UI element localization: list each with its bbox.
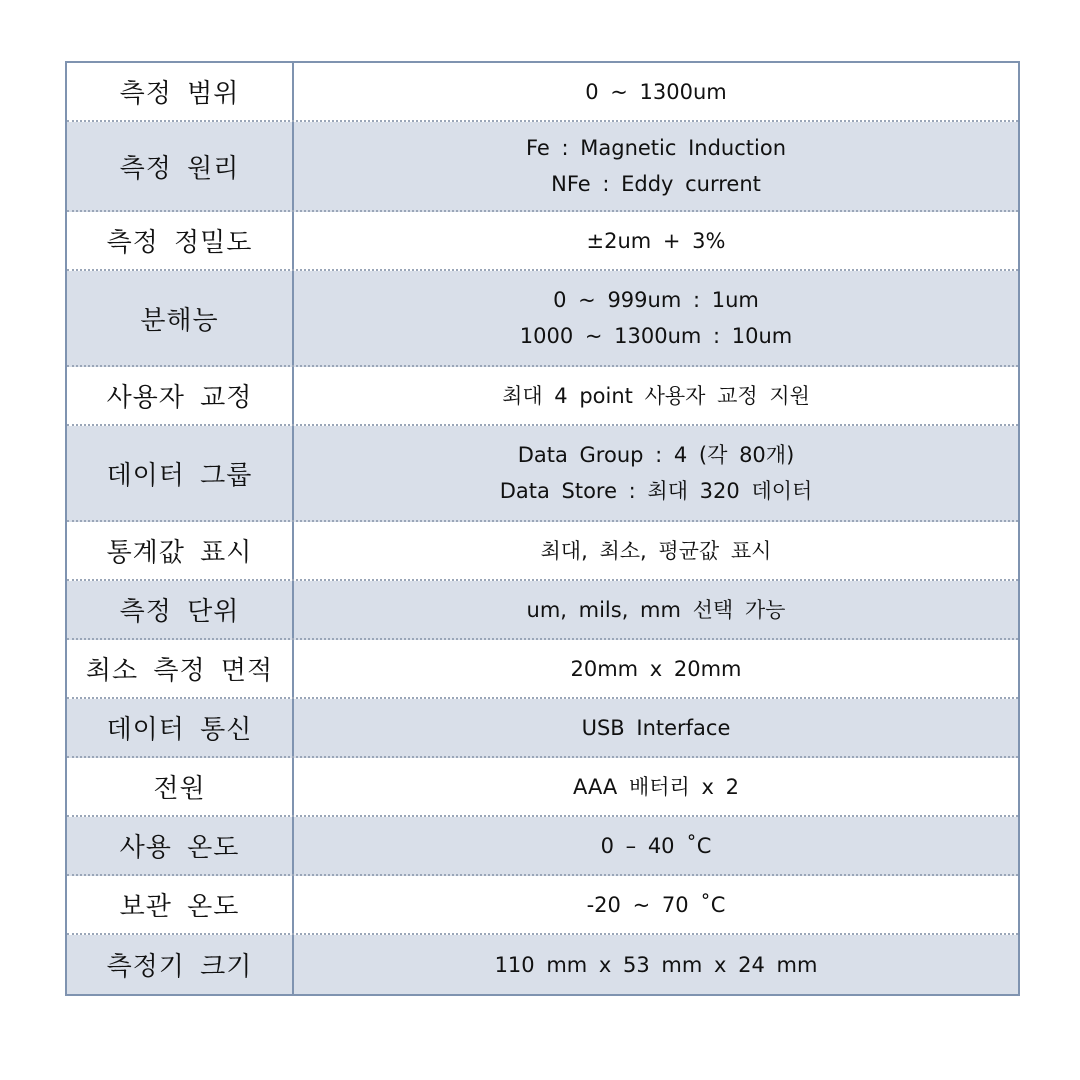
spec-value xyxy=(294,699,1018,756)
spec-value-line: 최대 4 point 사용자 교정 지원 xyxy=(502,383,810,408)
spec-value-line: 1000 ~ 1300um : 10um xyxy=(519,324,793,348)
spec-value xyxy=(294,876,1018,933)
spec-value-line: Data Group : 4 (각 80개) xyxy=(517,443,795,467)
spec-label: 보관 온도 xyxy=(67,876,294,933)
spec-row-data-group xyxy=(67,426,1018,522)
spec-label: 최소 측정 면적 xyxy=(67,640,294,697)
spec-row-measuring-principle xyxy=(67,122,1018,212)
spec-label: 측정 단위 xyxy=(67,581,294,638)
spec-row-data-comm xyxy=(67,699,1018,758)
spec-value xyxy=(294,212,1018,269)
spec-value xyxy=(294,63,1018,120)
spec-label: 분해능 xyxy=(67,271,294,365)
spec-label: 사용자 교정 xyxy=(67,367,294,424)
spec-row-min-area xyxy=(67,640,1018,699)
spec-value-line: 0 ~ 999um : 1um xyxy=(553,288,759,312)
spec-value xyxy=(294,935,1018,994)
spec-value-line: AAA 배터리 x 2 xyxy=(573,774,739,799)
spec-label: 통계값 표시 xyxy=(67,522,294,579)
spec-row-operating-temp xyxy=(67,817,1018,876)
spec-value-line: NFe : Eddy current xyxy=(551,172,761,196)
spec-row-storage-temp xyxy=(67,876,1018,935)
spec-label: 측정기 크기 xyxy=(67,935,294,994)
spec-value-line: Fe : Magnetic Induction xyxy=(525,136,787,160)
spec-value-line: 0 – 40 ˚C xyxy=(600,833,712,858)
spec-row-statistics xyxy=(67,522,1018,581)
spec-value-line: 최대, 최소, 평균값 표시 xyxy=(540,538,772,563)
spec-value xyxy=(294,426,1018,520)
spec-value xyxy=(294,581,1018,638)
spec-value xyxy=(294,817,1018,874)
spec-value xyxy=(294,522,1018,579)
spec-row-power xyxy=(67,758,1018,817)
spec-row-resolution xyxy=(67,271,1018,367)
spec-value-line: USB Interface xyxy=(581,715,731,740)
spec-value-line: 20mm x 20mm xyxy=(570,656,742,681)
spec-value-line: -20 ~ 70 ˚C xyxy=(586,892,726,917)
spec-table xyxy=(65,61,1020,996)
spec-label: 측정 원리 xyxy=(67,122,294,210)
spec-label: 사용 온도 xyxy=(67,817,294,874)
spec-value-line: 110 mm x 53 mm x 24 mm xyxy=(494,952,818,977)
spec-row-measuring-range xyxy=(67,63,1018,122)
spec-value-line: um, mils, mm 선택 가능 xyxy=(526,597,786,622)
spec-label: 데이터 통신 xyxy=(67,699,294,756)
spec-row-device-size xyxy=(67,935,1018,994)
spec-label: 데이터 그룹 xyxy=(67,426,294,520)
spec-label: 전원 xyxy=(67,758,294,815)
spec-value-line: ±2um + 3% xyxy=(586,228,726,253)
spec-value-line: Data Store : 최대 320 데이터 xyxy=(499,479,813,503)
spec-value xyxy=(294,640,1018,697)
spec-label: 측정 범위 xyxy=(67,63,294,120)
spec-value xyxy=(294,367,1018,424)
spec-value xyxy=(294,122,1018,210)
spec-row-accuracy xyxy=(67,212,1018,271)
spec-row-user-calibration xyxy=(67,367,1018,426)
spec-label: 측정 정밀도 xyxy=(67,212,294,269)
spec-value xyxy=(294,758,1018,815)
spec-value-line: 0 ~ 1300um xyxy=(585,79,727,104)
spec-row-units xyxy=(67,581,1018,640)
spec-value xyxy=(294,271,1018,365)
